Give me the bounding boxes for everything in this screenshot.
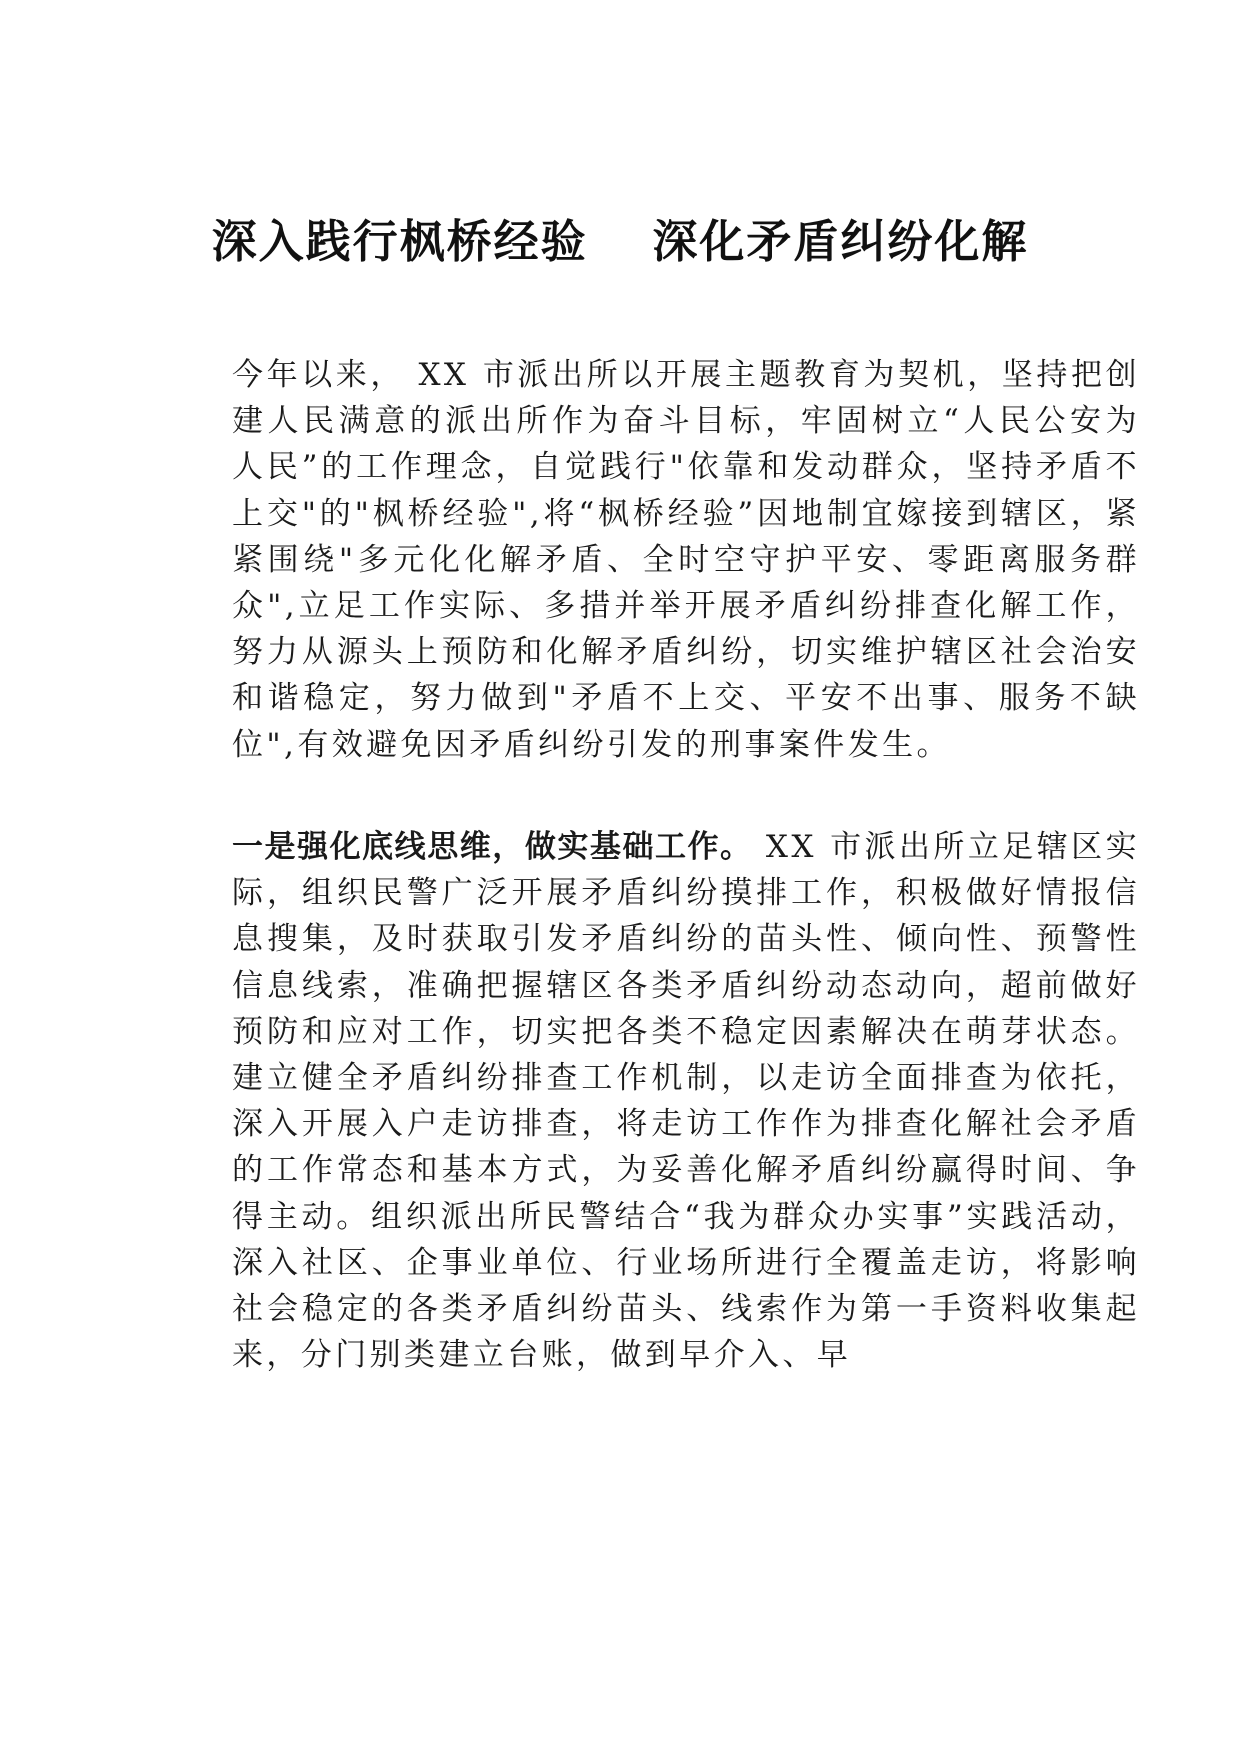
paragraph-intro: 今年以来， XX 市派出所以开展主题教育为契机，坚持把创建人民满意的派出所作为奋斗目标，牢固树立“人民公安为人民”的工作理念，自觉践行"依靠和发动群众，坚持矛盾不上交"的"枫桥经验",将“枫桥经验”因地制宜嫁接到辖区，紧紧围绕"多元化化解矛盾、全时空守护平安、零距离服务群众",立足工作实际、多措并举开展矛盾纠纷排查化解工作，努力从源头上预防和化解矛盾纠纷，切实维护辖区社会治安和谐稳定，努力做到"矛盾不上交、平安不出事、服务不缺位",有效避免因矛盾纠纷引发的刑事案件发生。 xyxy=(232,357,1140,763)
document-title: 深入践行枫桥经验 深化矛盾纠纷化解 xyxy=(211,215,1029,268)
paragraph-point-one xyxy=(166,824,1140,1378)
paragraph-point-one-body: XX 市派出所立足辖区实际，组织民警广泛开展矛盾纠纷摸排工作，积极做好情报信息搜集，及时获取引发矛盾纠纷的苗头性、倾向性、预警性信息线索，准确把握辖区各类矛盾纠纷动态动向，超前做好预防和应对工作，切实把各类不稳定因素解决在萌芽状态。建立健全矛盾纠纷排查工作机制，以走访全面排查为依托，深入开展入户走访排查，将走访工作作为排查化解社会矛盾的工作常态和基本方式，为妥善化解矛盾纠纷赢得时间、争得主动。组织派出所民警结合“我为群众办实事”实践活动，深入社区、企事业单位、行业场所进行全覆盖走访，将影响社会稳定的各类矛盾纠纷苗头、线索作为第一手资料收集起来，分门别类建立台账，做到早介入、早 xyxy=(232,829,1141,1374)
paragraph-lead-heading: 一是强化底线思维，做实基础工作。 xyxy=(232,829,753,865)
